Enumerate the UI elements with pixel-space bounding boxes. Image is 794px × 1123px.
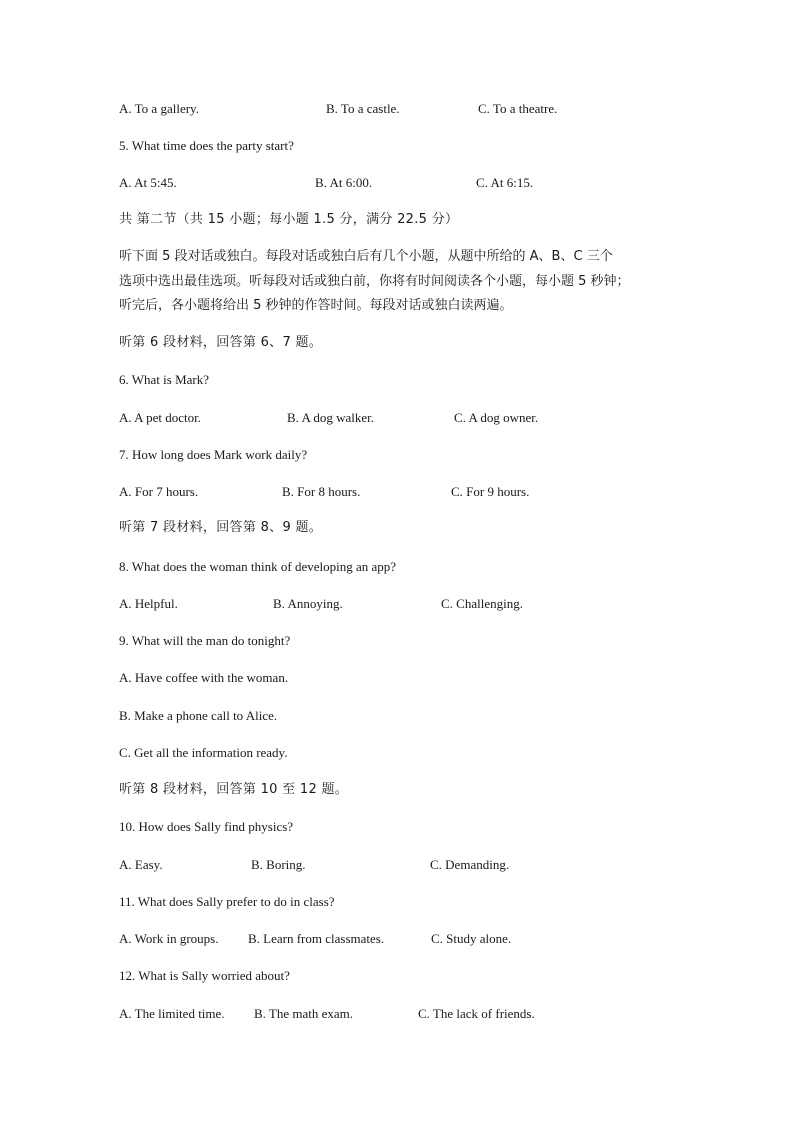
q11-option-a: A. Work in groups. — [119, 931, 219, 946]
q6-option-b: B. A dog walker. — [287, 410, 375, 425]
q11-option-c: C. Study alone. — [431, 931, 512, 946]
q9-option-b: B. Make a phone call to Alice. — [119, 708, 278, 723]
q5-option-b: B. At 6:00. — [315, 175, 373, 190]
q8-question: 8. What does the woman think of developing an app? — [119, 559, 397, 574]
q12-option-a: A. The limited time. — [119, 1006, 225, 1021]
q7-option-a: A. For 7 hours. — [119, 484, 199, 499]
instructions-line-1: 听下面 5 段对话或独白。每段对话或独白后有几个小题，从题中所给的 A、B、C 三个 — [119, 249, 613, 264]
instructions-line-3: 听完后，各小题将给出 5 秒钟的作答时间。每段对话或独白读两遍。 — [119, 298, 513, 313]
q7-options — [119, 484, 679, 500]
q8-option-b: B. Annoying. — [273, 596, 343, 611]
q10-option-c: C. Demanding. — [430, 857, 510, 872]
q8-options — [119, 596, 679, 612]
q4-option-a: A. To a gallery. — [119, 101, 199, 116]
material-8-heading: 听第 8 段材料，回答第 10 至 12 题。 — [119, 782, 349, 797]
q12-question: 12. What is Sally worried about? — [119, 968, 290, 983]
q10-option-a: A. Easy. — [119, 857, 163, 872]
q4-option-b: B. To a castle. — [326, 101, 400, 116]
q8-option-a: A. Helpful. — [119, 596, 178, 611]
q7-option-b: B. For 8 hours. — [282, 484, 361, 499]
q7-question: 7. How long does Mark work daily? — [119, 447, 308, 462]
q12-option-b: B. The math exam. — [254, 1006, 354, 1021]
q9-question: 9. What will the man do tonight? — [119, 633, 291, 648]
q6-question: 6. What is Mark? — [119, 372, 210, 387]
q10-options — [119, 857, 679, 873]
q5-option-a: A. At 5:45. — [119, 175, 177, 190]
material-7-heading: 听第 7 段材料，回答第 8、9 题。 — [119, 520, 323, 535]
instructions-line-2: 选项中选出最佳选项。听每段对话或独白前，你将有时间阅读各个小题，每小题 5 秒钟； — [119, 273, 630, 289]
q9-option-a: A. Have coffee with the woman. — [119, 670, 289, 685]
q5-question: 5. What time does the party start? — [119, 138, 294, 153]
q6-option-c: C. A dog owner. — [454, 410, 539, 425]
q4-option-c: C. To a theatre. — [478, 101, 558, 116]
q12-options — [119, 1006, 679, 1022]
q11-option-b: B. Learn from classmates. — [248, 931, 385, 946]
q6-option-a: A. A pet doctor. — [119, 410, 201, 425]
q10-option-b: B. Boring. — [251, 857, 306, 872]
q8-option-c: C. Challenging. — [441, 596, 523, 611]
q11-question: 11. What does Sally prefer to do in class? — [119, 894, 335, 909]
material-6-heading: 听第 6 段材料，回答第 6、7 题。 — [119, 335, 323, 350]
q6-options — [119, 410, 679, 426]
q11-options — [119, 931, 679, 947]
q10-question: 10. How does Sally find physics? — [119, 819, 294, 834]
q9-option-c: C. Get all the information ready. — [119, 745, 288, 760]
instructions — [119, 245, 679, 319]
q5-options — [119, 175, 679, 191]
q12-option-c: C. The lack of friends. — [418, 1006, 535, 1021]
section-heading: 共 第二节（共 15 小题；每小题 1.5 分，满分 22.5 分） — [119, 212, 459, 227]
q5-option-c: C. At 6:15. — [476, 175, 534, 190]
q7-option-c: C. For 9 hours. — [451, 484, 530, 499]
q4-options — [119, 101, 679, 117]
